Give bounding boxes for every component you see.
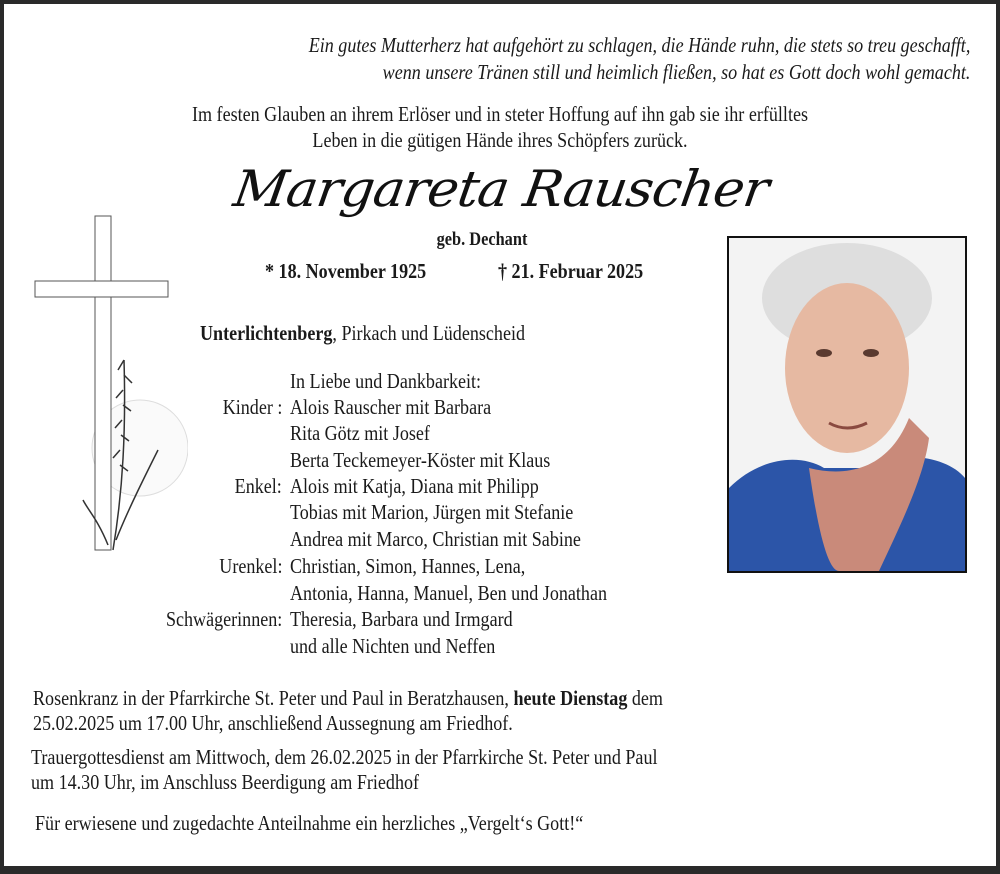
rosary-line-2: 25.02.2025 um 17.00 Uhr, anschließend Aussegnung am Friedhof. [33, 711, 513, 735]
label-kinder: Kinder : [222, 395, 282, 419]
mourner-line: Antonia, Hanna, Manuel, Ben und Jonathan [290, 581, 607, 605]
places [200, 320, 525, 346]
rosary-text-end: dem [627, 686, 663, 710]
portrait-photo [727, 236, 967, 573]
service-line-1: Trauergottesdienst am Mittwoch, dem 26.02.2025 in der Pfarrkirche St. Peter und Paul [31, 745, 658, 769]
mourner-line: Berta Teckemeyer-Köster mit Klaus [290, 448, 551, 472]
verse-line-2: wenn unsere Tränen still und heimlich fließen, so hat es Gott doch wohl gemacht. [382, 60, 970, 84]
faith-line-1: Im festen Glauben an ihrem Erlöser und in steter Hoffung auf ihn gab sie ihr erfülltes [191, 102, 809, 126]
rosary-day: heute Dienstag [513, 686, 628, 710]
place-main: Unterlichtenberg [200, 321, 333, 345]
label-urenkel: Urenkel: [218, 554, 282, 578]
maiden-name: geb. Dechant [436, 229, 528, 250]
mourner-line: Theresia, Barbara und Irmgard [290, 607, 513, 631]
mourner-line: Alois Rauscher mit Barbara [290, 395, 492, 419]
mourner-line: Tobias mit Marion, Jürgen mit Stefanie [290, 500, 574, 524]
deceased-name: Margareta Rauscher [229, 160, 773, 218]
faith-line-2: Leben in die gütigen Hände ihres Schöpfers zurück. [312, 128, 688, 152]
mourner-line: Christian, Simon, Hannes, Lena, [290, 554, 526, 578]
mourner-line: Rita Götz mit Josef [290, 421, 430, 445]
mourners-intro: In Liebe und Dankbarkeit: [290, 369, 482, 393]
mourner-line: Alois mit Katja, Diana mit Philipp [290, 474, 539, 498]
thanks-line: Für erwiesene und zugedachte Anteilnahme ein herzliches „Vergelt‘s Gott!“ [35, 811, 584, 835]
label-enkel: Enkel: [234, 474, 282, 498]
mourner-line: und alle Nichten und Neffen [290, 634, 496, 658]
cross-icon [28, 210, 188, 560]
birth-date: * 18. November 1925 [265, 259, 427, 283]
service-line-2: um 14.30 Uhr, im Anschluss Beerdigung am Friedhof [31, 770, 420, 794]
portrait-icon [729, 238, 965, 571]
rosary-text: Rosenkranz in der Pfarrkirche St. Peter und Paul in Beratzhausen, [33, 686, 514, 710]
rosary-line-1 [33, 685, 663, 711]
verse-line-1: Ein gutes Mutterherz hat aufgehört zu schlagen, die Hände ruhn, die stets so treu geschafft, [308, 33, 970, 57]
label-schwaegerinnen: Schwägerinnen: [165, 607, 282, 631]
death-date: † 21. Februar 2025 [498, 259, 644, 283]
mourner-line: Andrea mit Marco, Christian mit Sabine [290, 527, 581, 551]
place-rest: , Pirkach und Lüdenscheid [332, 321, 526, 345]
